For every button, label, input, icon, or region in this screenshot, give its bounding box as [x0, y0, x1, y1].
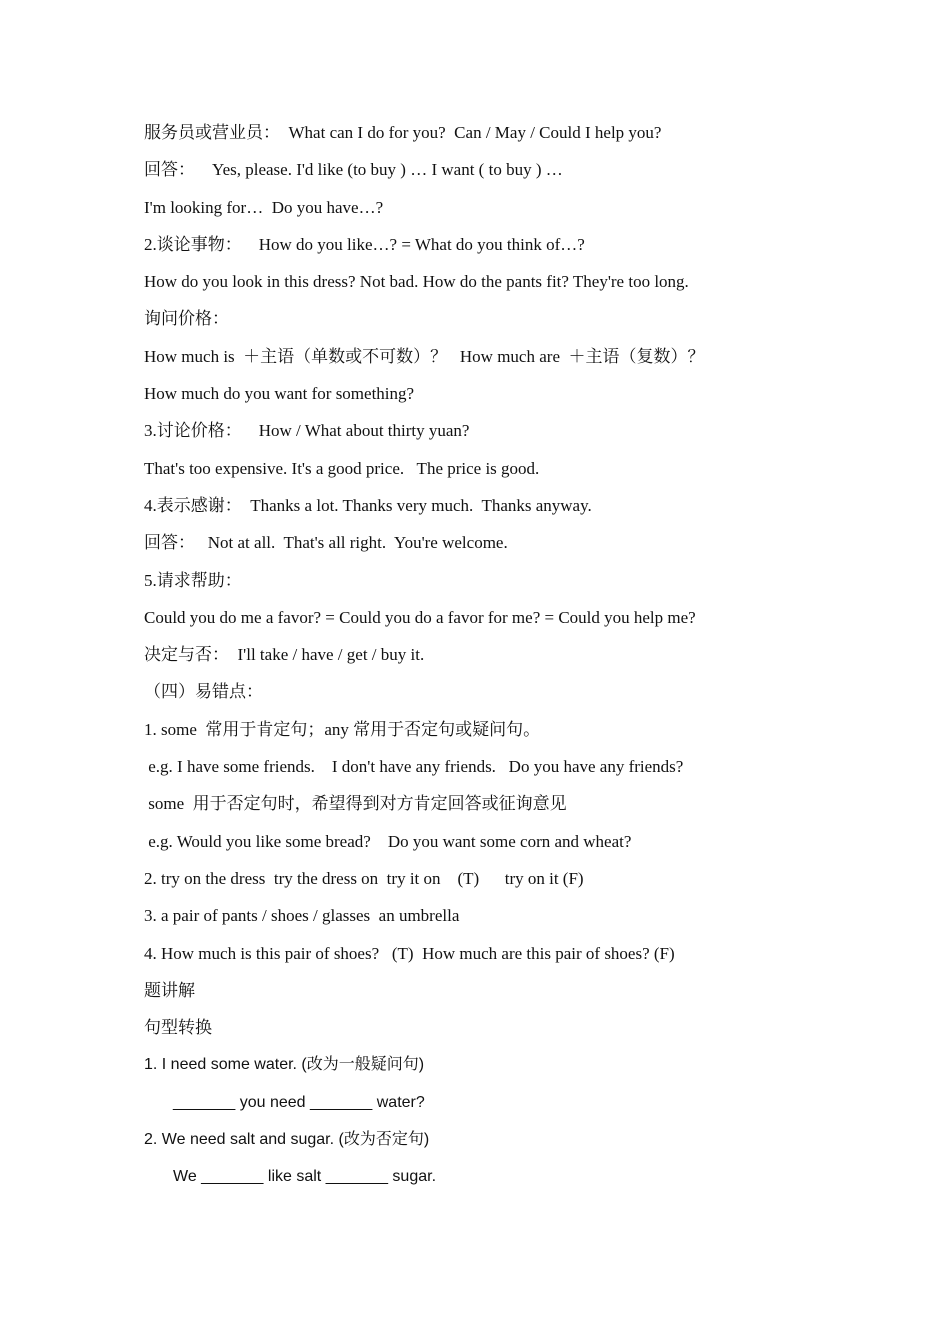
text-line: Could you do me a favor? = Could you do a favor for me? = Could you help me?	[144, 607, 696, 627]
text-line: e.g. Would you like some bread? Do you want some corn and wheat?	[144, 831, 632, 851]
text-line: 服务员或营业员： What can I do for you? Can / May / Could I help you?	[144, 123, 662, 142]
text-line: That's too expensive. It's a good price. The price is good.	[144, 458, 540, 478]
text-line: 决定与否： I'll take / have / get / buy it.	[144, 645, 425, 665]
exercise-blank-line: We _______ like salt _______ sugar.	[173, 1168, 437, 1186]
text-line: e.g. I have some friends. I don't have any friends. Do you have any friends?	[144, 757, 684, 777]
text-line: How much is ＋主语（单数或不可数）？ How much are ＋主语（复数）？	[144, 346, 705, 366]
document-body	[144, 114, 824, 1196]
section-heading: 题讲解	[144, 980, 195, 1000]
text-line: 2. try on the dress try the dress on try it on (T) try on it (F)	[144, 868, 584, 888]
section-heading: 句型转换	[144, 1018, 212, 1038]
text-line: 4. How much is this pair of shoes? (T) How much are this pair of shoes? (F)	[144, 943, 675, 963]
text-line: 3.讨论价格： How / What about thirty yuan?	[144, 421, 470, 441]
exercise-line: 2. We need salt and sugar. (改为否定句)	[144, 1131, 430, 1149]
text-line: 2.谈论事物： How do you like…? = What do you think of…?	[144, 234, 585, 254]
exercise-line: 1. I need some water. (改为一般疑问句)	[144, 1056, 425, 1074]
text-line: 4.表示感谢： Thanks a lot. Thanks very much. Thanks anyway.	[144, 495, 592, 515]
text-line: 1. some 常用于肯定句；any 常用于否定句或疑问句。	[144, 719, 541, 739]
text-line: How much do you want for something?	[144, 384, 415, 404]
exercise-blank-line: _______ you need _______ water?	[173, 1093, 425, 1111]
text-line: 回答： Yes, please. I'd like (to buy ) … I want ( to buy ) …	[144, 160, 563, 180]
section-heading: （四）易错点：	[144, 682, 263, 702]
section-heading: 5.请求帮助：	[144, 570, 242, 590]
text-line: I'm looking for… Do you have…?	[144, 197, 384, 217]
text-line: 回答： Not at all. That's all right. You're welcome.	[144, 533, 508, 553]
section-heading: 询问价格：	[144, 309, 229, 329]
text-line: How do you look in this dress? Not bad. How do the pants fit? They're too long.	[144, 272, 689, 292]
text-line: 3. a pair of pants / shoes / glasses an umbrella	[144, 906, 460, 926]
text-line: some 用于否定句时，希望得到对方肯定回答或征询意见	[144, 794, 567, 814]
